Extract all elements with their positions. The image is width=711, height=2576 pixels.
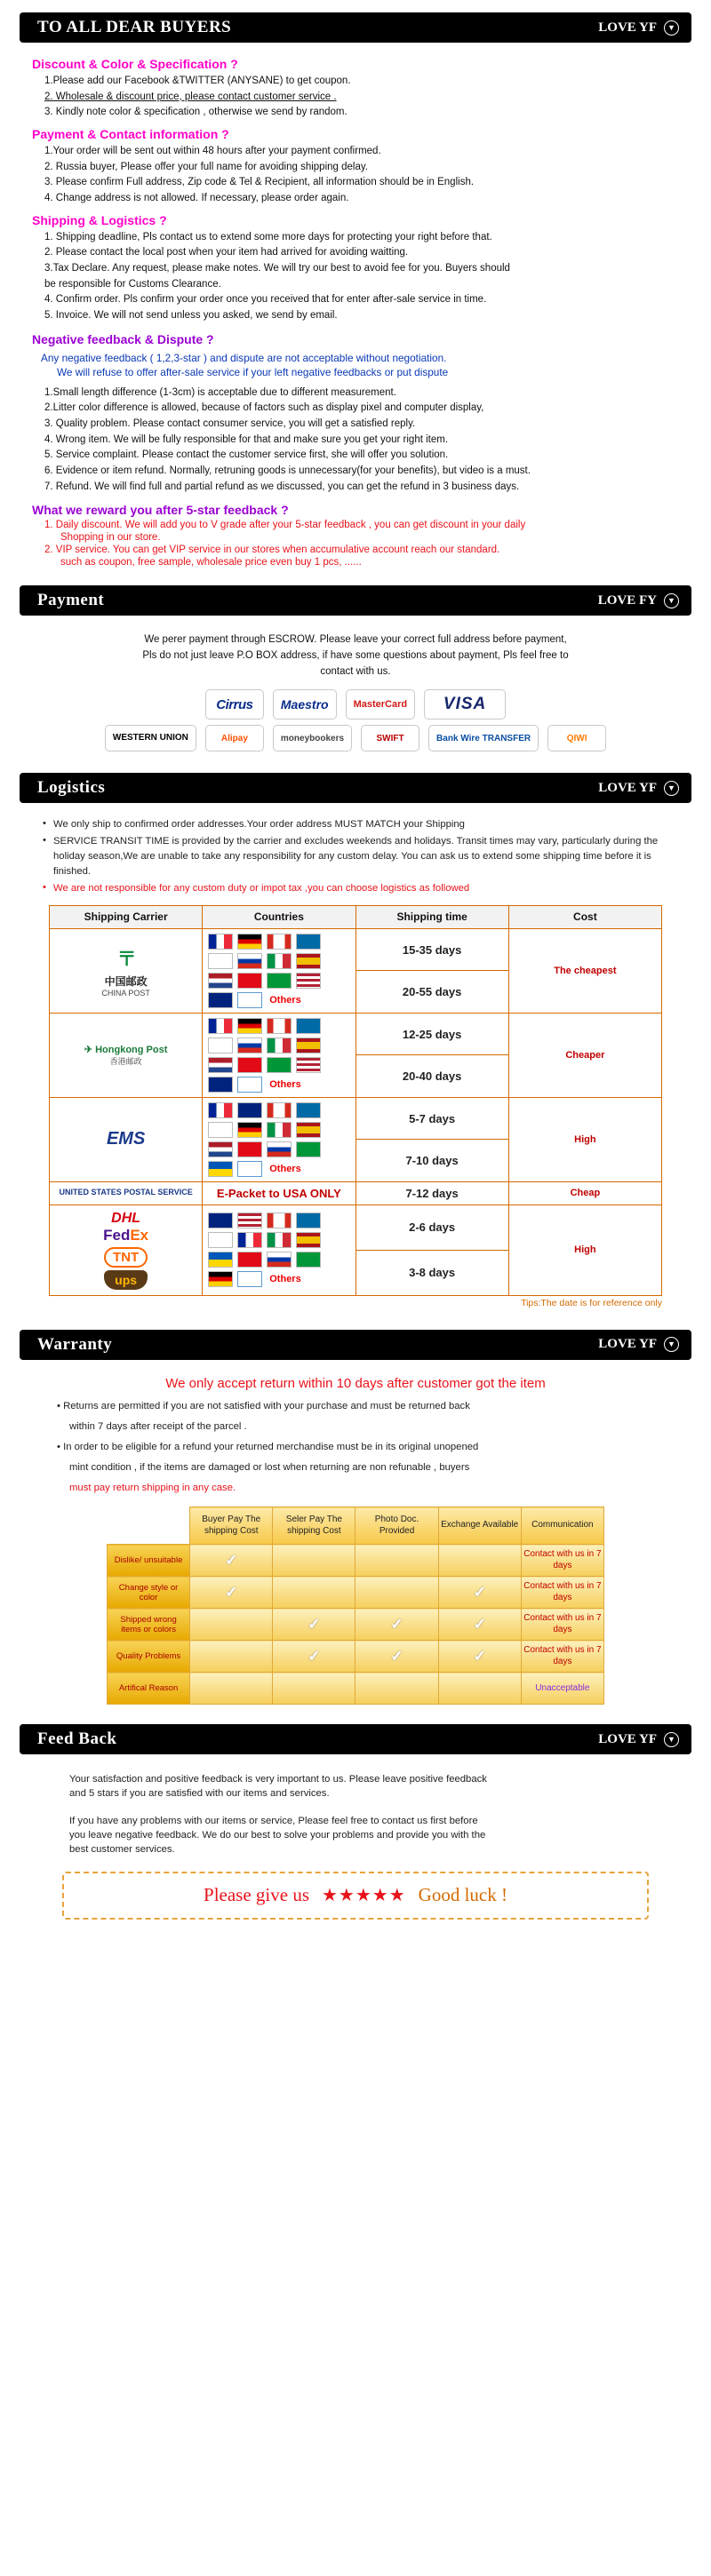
col-buyer-pay: Buyer Pay The shipping Cost [190,1507,273,1545]
maestro-logo: Maestro [273,689,337,720]
cost-cell: The cheapest [508,928,661,1013]
flag-kr [208,1122,233,1138]
logistics-body [0,803,711,1317]
flag-ca [267,1102,292,1118]
row-label: Shipped wrong items or colors [108,1609,190,1641]
countries-china-post [203,928,356,1013]
carrier-china-post [50,928,203,1013]
table-header-row [50,905,662,928]
cell-exchange [438,1609,521,1641]
ems-icon: EMS [106,1129,146,1149]
flag-ru [237,953,262,969]
section-title-feedback: Feed Back [37,1729,117,1749]
chevron-down-icon: ▼ [664,20,679,36]
warranty-bullet: • Returns are permitted if you are not satisfied with your purchase and must be returned back [57,1400,470,1411]
feedback-body [0,1754,711,1928]
table-row [50,1097,662,1140]
list-shipping [30,230,681,323]
carrier-name-cn: 中国邮政 [104,974,148,988]
flag-se [296,1212,321,1228]
stars-icon: ★★★★★ [322,1886,406,1906]
brand-payment [598,593,679,608]
cell-exchange [438,1641,521,1673]
flag-ua [208,1252,233,1268]
list-item: 1. Shipping deadline, Pls contact us to extend some more days for protecting your right before that. [44,231,492,242]
col-photo-doc: Photo Doc. Provided [356,1507,438,1545]
carrier-hongkong-post [50,1013,203,1097]
list-item: 5. Invoice. We will not send unless you asked, we send by email. [44,310,338,322]
carrier-name-cn: 香港邮政 [109,1056,142,1066]
table-row [50,1181,662,1205]
list-item: 4. Confirm order. Pls confirm your order once you received that for enter after-sale service in time. [44,294,487,306]
brand-warranty [598,1337,679,1352]
tnt-icon-wrap [52,1247,200,1268]
check-icon: ✓ [473,1647,486,1665]
flag-br [267,1057,292,1073]
list-negative [30,386,681,495]
cell-seller-pay [273,1577,356,1609]
list-item: 3. Please confirm Full address, Zip code & Tel & Recipient, all information should be in English. [44,177,475,188]
section-title-warranty: Warranty [37,1334,113,1354]
payment-text-1: We perer payment through ESCROW. Please leave your correct full address before payment, [144,634,567,646]
list-item: 2.Litter color difference is allowed, because of factors such as display pixel and computer display, [44,402,484,414]
payment-text-2: Pls do not just leave P.O BOX address, if have some questions about payment, Pls feel free to [142,649,569,661]
logistics-bullets [30,817,681,896]
table-row [50,928,662,971]
table-row [50,1013,662,1055]
flag-tr [237,1141,262,1157]
flag-it [267,1122,292,1138]
cell-photo-doc [356,1641,438,1673]
cell-photo-doc [356,1545,438,1577]
flag-ru [267,1252,292,1268]
list-item: 1.Your order will be sent out within 48 hours after your payment confirmed. [44,146,381,157]
cell-photo-doc [356,1609,438,1641]
cell-seller-pay [273,1673,356,1705]
list-item: 7. Refund. We will find full and partial refund as we discussed, you can get the refund in 3 business days. [44,481,520,492]
time-cell: 12-25 days [356,1013,508,1055]
brand-label: LOVE YF [598,1337,657,1352]
flag-it [267,1232,292,1248]
list-item: 1.Small length difference (1-3cm) is acceptable due to different measurement. [44,386,396,398]
cell-buyer-pay [190,1641,273,1673]
chevron-down-icon: ▼ [664,1337,679,1352]
reward-line: 2. VIP service. You can get VIP service in our stores when accumulative account reach our standard. [44,545,500,556]
row-label: Change style or color [108,1577,190,1609]
cell-communication: Contact with us in 7 days [521,1609,603,1641]
section-header-payment [20,585,691,616]
cell-seller-pay [273,1609,356,1641]
countries-express [203,1205,356,1295]
visa-logo: VISA [424,689,506,720]
check-icon: ✓ [225,1583,238,1601]
section-header-logistics [20,773,691,803]
row-label: Dislike/ unsuitable [108,1545,190,1577]
time-cell: 5-7 days [356,1097,508,1140]
negative-note-1: Any negative feedback ( 1,2,3-star ) and dispute are not acceptable without negotiation. [41,351,447,364]
countries-hongkong-post [203,1013,356,1097]
flag-es [296,953,321,969]
warranty-bullet: • In order to be eligible for a refund your returned merchandise must be in its original unopened [57,1441,479,1452]
cell-buyer-pay [190,1545,273,1577]
flag-kr [208,1232,233,1248]
table-row [108,1673,604,1705]
banner-text-left: Please give us [204,1884,309,1906]
flag-br [267,973,292,989]
section-header-buyers [20,12,691,43]
qiwi-logo: QIWI [547,725,606,751]
section-title-payment: Payment [37,591,105,610]
cell-communication: Unacceptable [521,1673,603,1705]
heading-discount: Discount & Color & Specification ? [32,57,238,71]
flag-es [296,1122,321,1138]
cirrus-logo: Cirrus [205,689,264,720]
carrier-ems [50,1097,203,1181]
cell-exchange [438,1545,521,1577]
flag-it [267,953,292,969]
feedback-text-3: If you have any problems with our items or service, Please feel free to contact us first before [69,1815,478,1826]
others-label: Others [269,1078,301,1090]
cell-photo-doc [356,1577,438,1609]
brand-logistics [598,781,679,796]
flag-tr [237,1252,262,1268]
flag-es [296,1038,321,1053]
list-discount [30,74,681,120]
carrier-express [50,1205,203,1295]
cell-exchange [438,1673,521,1705]
check-icon: ✓ [473,1583,486,1601]
time-cell: 7-12 days [356,1181,508,1205]
flag-grid [208,1102,349,1177]
table-row [108,1545,604,1577]
flag-ca [267,934,292,950]
flag-kr [208,953,233,969]
bank-wire-transfer-logo: Bank Wire TRANSFER [428,725,539,751]
check-icon: ✓ [308,1615,321,1633]
list-item: 3. Quality problem. Please contact consumer service, you will get a satisfied reply. [44,418,416,430]
flag-fr [208,934,233,950]
flag-nl [208,973,233,989]
table-row [108,1609,604,1641]
cost-cell: Cheap [508,1181,661,1205]
list-item: 3.Tax Declare. Any request, please make notes. We will try our best to avoid fee for you. Buyers should [44,263,510,274]
section-title-logistics: Logistics [37,778,106,798]
section-header-warranty [20,1330,691,1360]
warranty-bullet-cont: within 7 days after receipt of the parcel . [69,1420,247,1432]
countries-ems [203,1097,356,1181]
cost-cell: High [508,1205,661,1295]
warranty-bullet-cont [69,1459,681,1475]
flag-il [237,1271,262,1287]
flag-au [208,992,233,1008]
flag-br [296,1141,321,1157]
moneybookers-logo: moneybookers [273,725,352,751]
flag-gb [208,1212,233,1228]
warranty-bullet-text: mint condition , if the items are damaged or lost when returning are non refunable , buyers [69,1461,470,1473]
warranty-bullet-text: In order to be eligible for a refund your returned merchandise must be in its original unopened [63,1441,479,1452]
tnt-icon: TNT [104,1247,148,1268]
warranty-headline: We only accept return within 10 days after customer got the item [165,1375,546,1391]
flag-us [296,1057,321,1073]
flag-fr [237,1232,262,1248]
col-seller-pay: Seler Pay The shipping Cost [273,1507,356,1545]
payment-body [0,616,711,760]
flag-il [237,992,262,1008]
payment-logo-row-2 [30,725,681,751]
flag-ru [237,1038,262,1053]
flag-gb [237,1102,262,1118]
heading-negative-feedback: Negative feedback & Dispute ? [32,331,214,346]
warranty-table [107,1507,604,1705]
flag-au [208,1077,233,1093]
cell-communication: Contact with us in 7 days [521,1577,603,1609]
col-carrier: Shipping Carrier [50,905,203,928]
shipping-tips: Tips:The date is for reference only [521,1297,662,1308]
western-union-logo: WESTERN UNION [105,725,196,751]
section-header-feedback [20,1724,691,1754]
cell-buyer-pay [190,1577,273,1609]
flag-de [237,1018,262,1034]
china-post-icon: 〒 [116,947,135,970]
table-header-row [108,1507,604,1545]
flag-se [296,1018,321,1034]
col-communication: Communication [521,1507,603,1545]
chevron-down-icon: ▼ [664,1732,679,1747]
ups-icon: ups [104,1270,148,1290]
cell-buyer-pay [190,1673,273,1705]
table-row [50,1205,662,1250]
payment-logo-row-1 [30,689,681,720]
flag-grid [208,1212,349,1287]
flag-il [237,1161,262,1177]
heading-payment-contact: Payment & Contact information ? [32,127,229,142]
col-cost: Cost [508,905,661,928]
check-icon: ✓ [390,1615,403,1633]
flag-grid [208,1018,349,1093]
flag-de [237,934,262,950]
negative-note-2: We will refuse to offer after-sale service if your left negative feedbacks or put dispute [57,365,449,378]
section-title-buyers: TO ALL DEAR BUYERS [37,18,232,36]
others-label: Others [269,1274,301,1285]
brand-label: LOVE YF [598,1731,657,1746]
time-cell: 3-8 days [356,1250,508,1295]
cell-exchange [438,1577,521,1609]
flag-es [296,1232,321,1248]
alipay-logo: Alipay [205,725,264,751]
flag-us [237,1212,262,1228]
flag-il [237,1077,262,1093]
warranty-body [0,1360,711,1712]
time-cell: 15-35 days [356,928,508,971]
list-item: • SERVICE TRANSIT TIME is provided by the carrier and excludes weekends and holidays. Transit times may vary, particularly during the holiday season,We are unable to take any responsibility for any custom delay. You can ask us to extend some shipping time before it is finished. [53,834,681,879]
flag-fr [208,1018,233,1034]
shipping-table [49,905,662,1296]
flag-grid [208,934,349,1008]
cost-cell: Cheaper [508,1013,661,1097]
cell-communication: Contact with us in 7 days [521,1545,603,1577]
cost-cell: High [508,1097,661,1181]
chevron-down-icon: ▼ [664,593,679,608]
check-icon: ✓ [473,1615,486,1633]
flag-br [296,1252,321,1268]
brand-buyers [598,20,679,36]
flag-se [296,1102,321,1118]
flag-ca [267,1212,292,1228]
swift-logo: SWIFT [361,725,419,751]
table-row [108,1577,604,1609]
list-item: 2. Russia buyer, Please offer your full name for avoiding shipping delay. [44,161,368,172]
payment-logos [30,689,681,751]
flag-kr [208,1038,233,1053]
flag-it [267,1038,292,1053]
others-label: Others [269,994,301,1006]
flag-de [237,1122,262,1138]
epacket-note: E-Packet to USA ONLY [216,1186,341,1200]
others-label: Others [269,1163,301,1174]
buyers-body [0,43,711,573]
feedback-text-5: best customer services. [69,1844,175,1856]
time-cell: 20-55 days [356,971,508,1014]
reward-line: Shopping in our store. [60,532,161,544]
brand-label: LOVE FY [597,592,657,608]
flag-nl [208,1141,233,1157]
feedback-text-4: you leave negative feedback. We do our best to solve your problems and provide you with the [69,1830,486,1841]
cell-photo-doc [356,1673,438,1705]
flag-fr [208,1102,233,1118]
cell-seller-pay [273,1545,356,1577]
ups-icon-wrap [52,1270,200,1290]
list-payment-contact [30,144,681,206]
list-item: 3. Kindly note color & specification , otherwise we send by random. [44,107,348,118]
countries-usps [203,1181,356,1205]
dhl-icon: DHL [111,1210,141,1226]
payment-text-3: contact with us. [320,665,391,677]
feedback-text-2: and 5 stars if you are satisfied with our items and services. [69,1788,330,1800]
carrier-usps [50,1181,203,1205]
heading-reward: What we reward you after 5-star feedback ? [32,503,289,518]
time-cell: 2-6 days [356,1205,508,1250]
usps-icon: UNITED STATES POSTAL SERVICE [59,1188,193,1197]
list-item: be responsible for Customs Clearance. [44,278,221,290]
cell-seller-pay [273,1641,356,1673]
time-cell: 20-40 days [356,1055,508,1098]
list-item: 5. Service complaint. Please contact the customer service first, she will offer you solution. [44,449,449,461]
reward-line: such as coupon, free sample, wholesale price even buy 1 pcs, ...... [60,557,362,568]
check-icon: ✓ [225,1551,238,1569]
list-item: 4. Change address is not allowed. If necessary, please order again. [44,193,349,204]
table-row [108,1641,604,1673]
feedback-banner [62,1872,649,1920]
time-cell: 7-10 days [356,1140,508,1182]
flag-de [208,1271,233,1287]
fedex-icon: FedEx [103,1226,149,1244]
row-label: Quality Problems [108,1641,190,1673]
warranty-bullet-cont: must pay return shipping in any case. [69,1483,236,1494]
list-item: 2. Wholesale & discount price, please contact customer service . [44,91,337,102]
col-time: Shipping time [356,905,508,928]
list-item: 2. Please contact the local post when your item had arrived for avoiding waitting. [44,247,409,258]
flag-ru [267,1141,292,1157]
corner-cell [108,1507,190,1545]
flag-nl [208,1057,233,1073]
cell-buyer-pay [190,1609,273,1641]
list-item: 1.Please add our Facebook &TWITTER (ANYSANE) to get coupon. [44,76,351,86]
row-label: Artifical Reason [108,1673,190,1705]
list-item: 6. Evidence or item refund. Normally, retruning goods is unnecessary(for your benefits), but video is a must. [44,465,531,477]
flag-se [296,934,321,950]
list-item: 4. Wrong item. We will be fully responsible for that and make sure you get your right item. [44,433,449,445]
warranty-bullet-text: Returns are permitted if you are not satisfied with your purchase and must be returned back [63,1400,470,1411]
reward-line: 1. Daily discount. We will add you to V grade after your 5-star feedback , you can get discount in your daily [44,520,526,531]
banner-text-right: Good luck ! [418,1884,507,1906]
flag-ua [208,1161,233,1177]
col-countries: Countries [203,905,356,928]
flag-us [296,973,321,989]
list-item: • We are not responsible for any custom duty or impot tax ,you can choose logistics as followed [53,881,681,896]
flag-tr [237,973,262,989]
brand-feedback [598,1732,679,1747]
chevron-down-icon: ▼ [664,781,679,796]
list-item: • We only ship to confirmed order addresses.Your order address MUST MATCH your Shipping [53,817,681,832]
brand-label: LOVE YF [598,20,657,35]
col-exchange: Exchange Available [438,1507,521,1545]
feedback-text-1: Your satisfaction and positive feedback is very important to us. Please leave positive feedback [69,1774,487,1785]
flag-ca [267,1018,292,1034]
carrier-name-en: CHINA POST [101,988,150,998]
cell-communication: Contact with us in 7 days [521,1641,603,1673]
check-icon: ✓ [390,1647,403,1665]
check-icon: ✓ [308,1647,321,1665]
promo-page [0,12,711,1946]
hongkong-post-icon: ✈ Hongkong Post [84,1044,168,1055]
brand-label: LOVE YF [598,780,657,795]
heading-shipping-logistics: Shipping & Logistics ? [32,212,167,227]
mastercard-logo: MasterCard [346,689,416,720]
flag-tr [237,1057,262,1073]
